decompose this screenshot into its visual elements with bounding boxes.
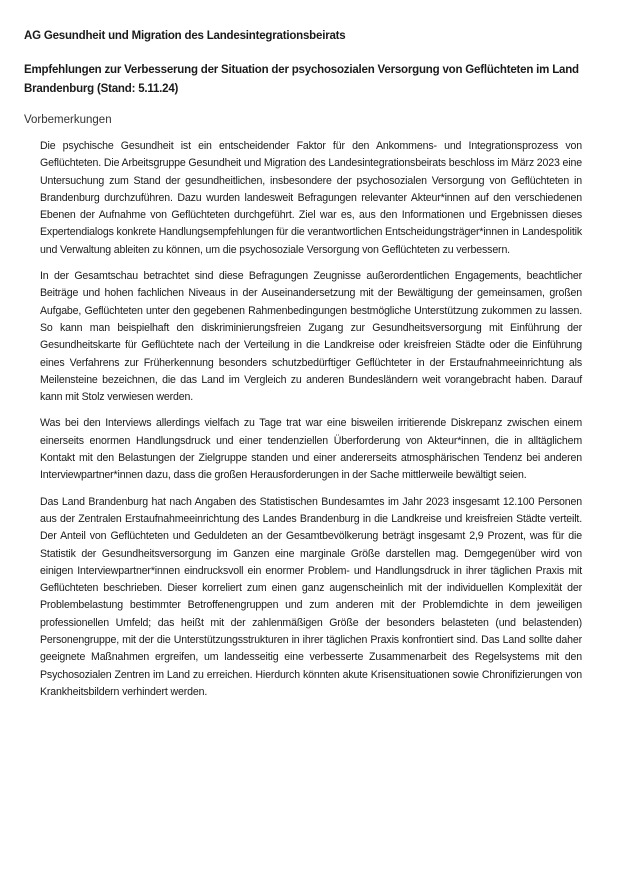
section-heading: Vorbemerkungen bbox=[24, 114, 112, 126]
organization-heading: AG Gesundheit und Migration des Landesintegrationsbeirats bbox=[24, 30, 346, 42]
document-body bbox=[40, 138, 582, 710]
paragraph: Was bei den Interviews allerdings vielfach zu Tage trat war eine bisweilen irritierende Diskrepanz zwischen einem einerseits enormen Handlungsdruck und einer tendenziellen Überforderung von Akteur*innen, die in alltäglichem Kontakt mit den Belastungen der Zielgruppe standen und einer andererseits atmosphärischen Tendenz bei anderen Interviewpartner*innen dazu, dass die großen Herausforderungen in der Sache mittlerweile bewältigt seien. bbox=[40, 417, 582, 482]
paragraph: Das Land Brandenburg hat nach Angaben des Statistischen Bundesamtes im Jahr 2023 insgesamt 12.100 Personen aus der Zentralen Erstaufnahmeeinrichtung des Landes Brandenburg in die Landkreise und kreisfreien Städte verteilt. Der Anteil von Geflüchteten und Geduldeten an der Gesamtbevölkerung beträgt insgesamt 2,9 Prozent, was für die Statistik der Gesundheitsversorgung im Ganzen eine marginale Größe darstellen mag. Demgegenüber wird von einigen Interviewpartner*innen eindrucksvoll ein enormer Problem- und Handlungsdruck in ihrer täglichen Praxis mit Geflüchteten beschrieben. Dieser korreliert zum einen ganz augenscheinlich mit der individuellen Komplexität der Problembelastung bestimmter Betroffenengruppen und zum anderen mit der Problemdichte in dem jeweiligen professionellen Umfeld; das heißt mit der zahlenmäßigen Größe der besonders belasteten (und belastenden) Personengruppe, mit der die Unterstützungsstrukturen in ihrer täglichen Praxis konfrontiert sind. Das Land sollte daher geeignete Maßnahmen ergreifen, um landesseitig eine verbesserte Zusammenarbeit des Regelsystems mit den Psychosozialen Zentren im Land zu erreichen. Hierdurch könnten akute Krisensituationen sowie Chronifizierungen von Krankheitsbildern verhindert werden. bbox=[40, 495, 582, 698]
document-title: Empfehlungen zur Verbesserung der Situation der psychosozialen Versorgung von Geflüchteten im Land Brandenburg (Stand: 5.11.24) bbox=[24, 64, 579, 95]
paragraph: In der Gesamtschau betrachtet sind diese Befragungen Zeugnisse außerordentlichen Engagements, beachtlicher Beiträge und hohen fachlichen Niveaus in der Auseinandersetzung mit der Bewältigung der gemeinsamen, großen Aufgabe, Geflüchteten unter den gegebenen Rahmenbedingungen bestmögliche Unterstützung zukommen zu lassen. So kann man beispielhaft den diskriminierungsfreien Zugang zur Gesundheitsversorgung mit Einführung der Gesundheitskarte für Geflüchtete nach der Verteilung in die Landkreise oder kreisfreien Städte oder die Einführung eines Verfahrens zur Früherkennung besonders schutzbedürftiger Geflüchteter in der Erstaufnahmeeinrichtung als Meilensteine bezeichnen, die das Land im Vergleich zu anderen Bundesländern weit vorangebracht haben. Darauf kann mit Stolz verwiesen werden. bbox=[40, 270, 582, 404]
paragraph: Die psychische Gesundheit ist ein entscheidender Faktor für den Ankommens- und Integrationsprozess von Geflüchteten. Die Arbeitsgruppe Gesundheit und Migration des Landesintegrationsbeirats beschloss im März 2023 eine Untersuchung zum Stand der gesundheitlichen, insbesondere der psychosozialen Versorgung von Geflüchteten in Brandenburg durchzuführen. Dazu wurden landesweit Befragungen relevanter Akteur*innen auf den verschiedenen Ebenen der Aufnahme von Geflüchteten durchgeführt. Ziel war es, aus den Informationen und Ergebnissen dieses Expertendialogs konkrete Handlungsempfehlungen für die verantwortlichen Entscheidungsträger*innen in Landespolitik und Verwaltung ableiten zu können, um die psychosoziale Versorgung von Geflüchteten zu verbessern. bbox=[40, 140, 582, 256]
